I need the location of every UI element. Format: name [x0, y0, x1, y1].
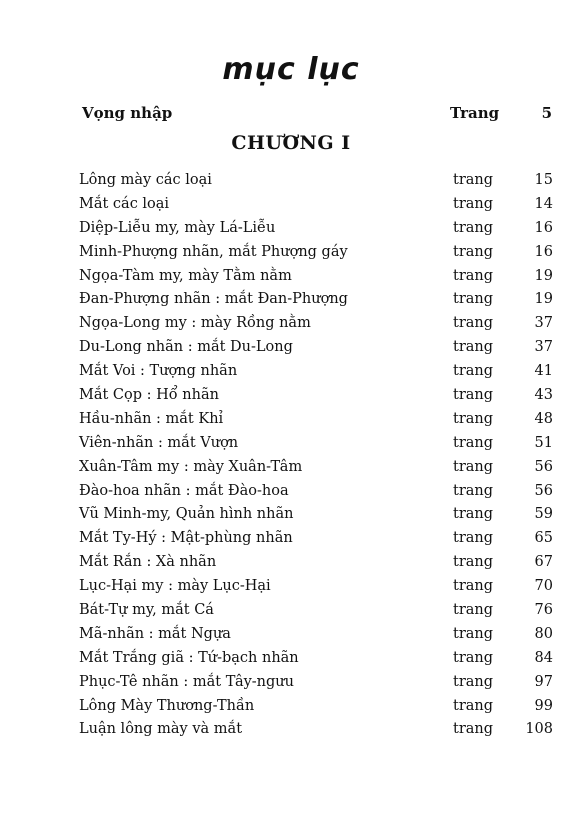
entry-label: Ngọa-Tàm my, mày Tằm nằm: [79, 267, 292, 284]
toc-entry: [79, 600, 553, 624]
entry-label: Bát-Tự my, mắt Cá: [79, 602, 214, 619]
entry-trang-label: trang: [453, 363, 494, 380]
toc-entry: [79, 385, 553, 409]
entry-trang-label: trang: [453, 721, 494, 738]
entry-label: Lông Mày Thương-Thần: [79, 697, 255, 714]
entry-label: Mắt Voi : Tượng nhãn: [79, 363, 238, 380]
entry-label: Mắt các loại: [79, 195, 170, 212]
page-title: mục lục: [222, 52, 360, 87]
entry-label: Du-Long nhãn : mắt Du-Long: [79, 339, 293, 356]
toc-entry: [79, 576, 553, 600]
toc-entry: [79, 481, 553, 505]
entry-page-number: 80: [534, 625, 553, 642]
toc-entry: [79, 457, 553, 481]
entry-trang-label: trang: [453, 578, 494, 595]
entry-trang-label: trang: [453, 458, 494, 475]
entry-label: Hầu-nhãn : mắt Khỉ: [79, 410, 224, 427]
entry-trang-label: trang: [453, 267, 494, 284]
intro-trang-label: Trang: [450, 104, 500, 122]
entry-label: Lông mày các loại: [79, 172, 212, 188]
entry-label: Vũ Minh-my, Quản hình nhãn: [79, 506, 294, 523]
entry-label: Mắt Trắng giã : Tứ-bạch nhãn: [79, 649, 299, 666]
entry-trang-label: trang: [453, 172, 494, 188]
entry-label: Luận lông mày và mắt: [79, 721, 243, 738]
toc-entry: [79, 719, 553, 743]
toc-entry: [79, 552, 553, 576]
entry-page-number: 84: [534, 649, 553, 666]
entry-page-number: 70: [534, 578, 553, 595]
entry-trang-label: trang: [453, 554, 494, 571]
entry-trang-label: trang: [453, 649, 494, 666]
toc-list: [79, 170, 553, 743]
entry-trang-label: trang: [453, 315, 494, 332]
toc-entry: [79, 170, 553, 194]
entry-label: Viên-nhãn : mắt Vượn: [79, 434, 239, 451]
toc-entry: [79, 409, 553, 433]
entry-page-number: 19: [534, 291, 553, 308]
entry-page-number: 41: [534, 363, 553, 380]
toc-entry: [79, 266, 553, 290]
entry-label: Mắt Ty-Hý : Mật-phùng nhãn: [79, 530, 293, 547]
entry-trang-label: trang: [453, 291, 494, 308]
toc-entry: [79, 242, 553, 266]
entry-trang-label: trang: [453, 339, 494, 356]
entry-label: Đan-Phượng nhãn : mắt Đan-Phượng: [79, 291, 348, 308]
entry-page-number: 37: [534, 315, 553, 332]
toc-entry: [79, 504, 553, 528]
entry-trang-label: trang: [453, 219, 494, 236]
entry-trang-label: trang: [453, 625, 494, 642]
entry-page-number: 56: [534, 458, 553, 475]
toc-entry: [79, 672, 553, 696]
entry-page-number: 16: [534, 219, 553, 236]
toc-entry: [79, 194, 553, 218]
entry-page-number: 67: [534, 554, 553, 571]
entry-page-number: 99: [534, 697, 553, 714]
entry-page-number: 51: [534, 434, 553, 451]
entry-trang-label: trang: [453, 697, 494, 714]
entry-label: Phục-Tê nhãn : mắt Tây-ngưu: [79, 673, 294, 690]
entry-page-number: 56: [534, 482, 553, 499]
entry-trang-label: trang: [453, 195, 494, 212]
entry-label: Mắt Rắn : Xà nhãn: [79, 554, 217, 571]
entry-page-number: 76: [534, 602, 553, 619]
entry-label: Lục-Hại my : mày Lục-Hại: [79, 578, 271, 595]
entry-page-number: 43: [534, 387, 553, 404]
entry-page-number: 48: [534, 410, 553, 427]
entry-trang-label: trang: [453, 602, 494, 619]
entry-page-number: 59: [534, 506, 553, 523]
entry-page-number: 15: [534, 172, 553, 188]
toc-entry: [79, 313, 553, 337]
entry-label: Xuân-Tâm my : mày Xuân-Tâm: [79, 458, 303, 475]
entry-page-number: 37: [534, 339, 553, 356]
entry-page-number: 16: [534, 243, 553, 260]
entry-page-number: 108: [525, 721, 553, 738]
toc-entry: [79, 218, 553, 242]
entry-page-number: 65: [534, 530, 553, 547]
entry-label: Ngọa-Long my : mày Rồng nằm: [79, 315, 311, 332]
entry-page-number: 97: [534, 673, 553, 690]
toc-entry: [79, 648, 553, 672]
entry-trang-label: trang: [453, 673, 494, 690]
entry-label: Mã-nhãn : mắt Ngựa: [79, 625, 231, 642]
entry-label: Diệp-Liễu my, mày Lá-Liễu: [79, 219, 276, 236]
intro-label: Vọng nhập: [82, 104, 173, 122]
entry-trang-label: trang: [453, 243, 494, 260]
entry-trang-label: trang: [453, 387, 494, 404]
toc-entry: [79, 624, 553, 648]
toc-entry: [79, 528, 553, 552]
intro-page-number: 5: [541, 104, 552, 122]
toc-entry: [79, 433, 553, 457]
entry-page-number: 14: [534, 195, 553, 212]
toc-entry: [79, 337, 553, 361]
entry-trang-label: trang: [453, 506, 494, 523]
toc-entry: [79, 361, 553, 385]
entry-label: Mắt Cọp : Hổ nhãn: [79, 387, 219, 404]
entry-trang-label: trang: [453, 434, 494, 451]
entry-page-number: 19: [534, 267, 553, 284]
entry-trang-label: trang: [453, 410, 494, 427]
entry-trang-label: trang: [453, 482, 494, 499]
entry-trang-label: trang: [453, 530, 494, 547]
chapter-heading: CHƯƠNG I: [231, 132, 351, 154]
entry-label: Minh-Phượng nhãn, mắt Phượng gáy: [79, 243, 348, 260]
entry-label: Đào-hoa nhãn : mắt Đào-hoa: [79, 482, 289, 499]
toc-entry: [79, 696, 553, 720]
toc-entry: [79, 289, 553, 313]
